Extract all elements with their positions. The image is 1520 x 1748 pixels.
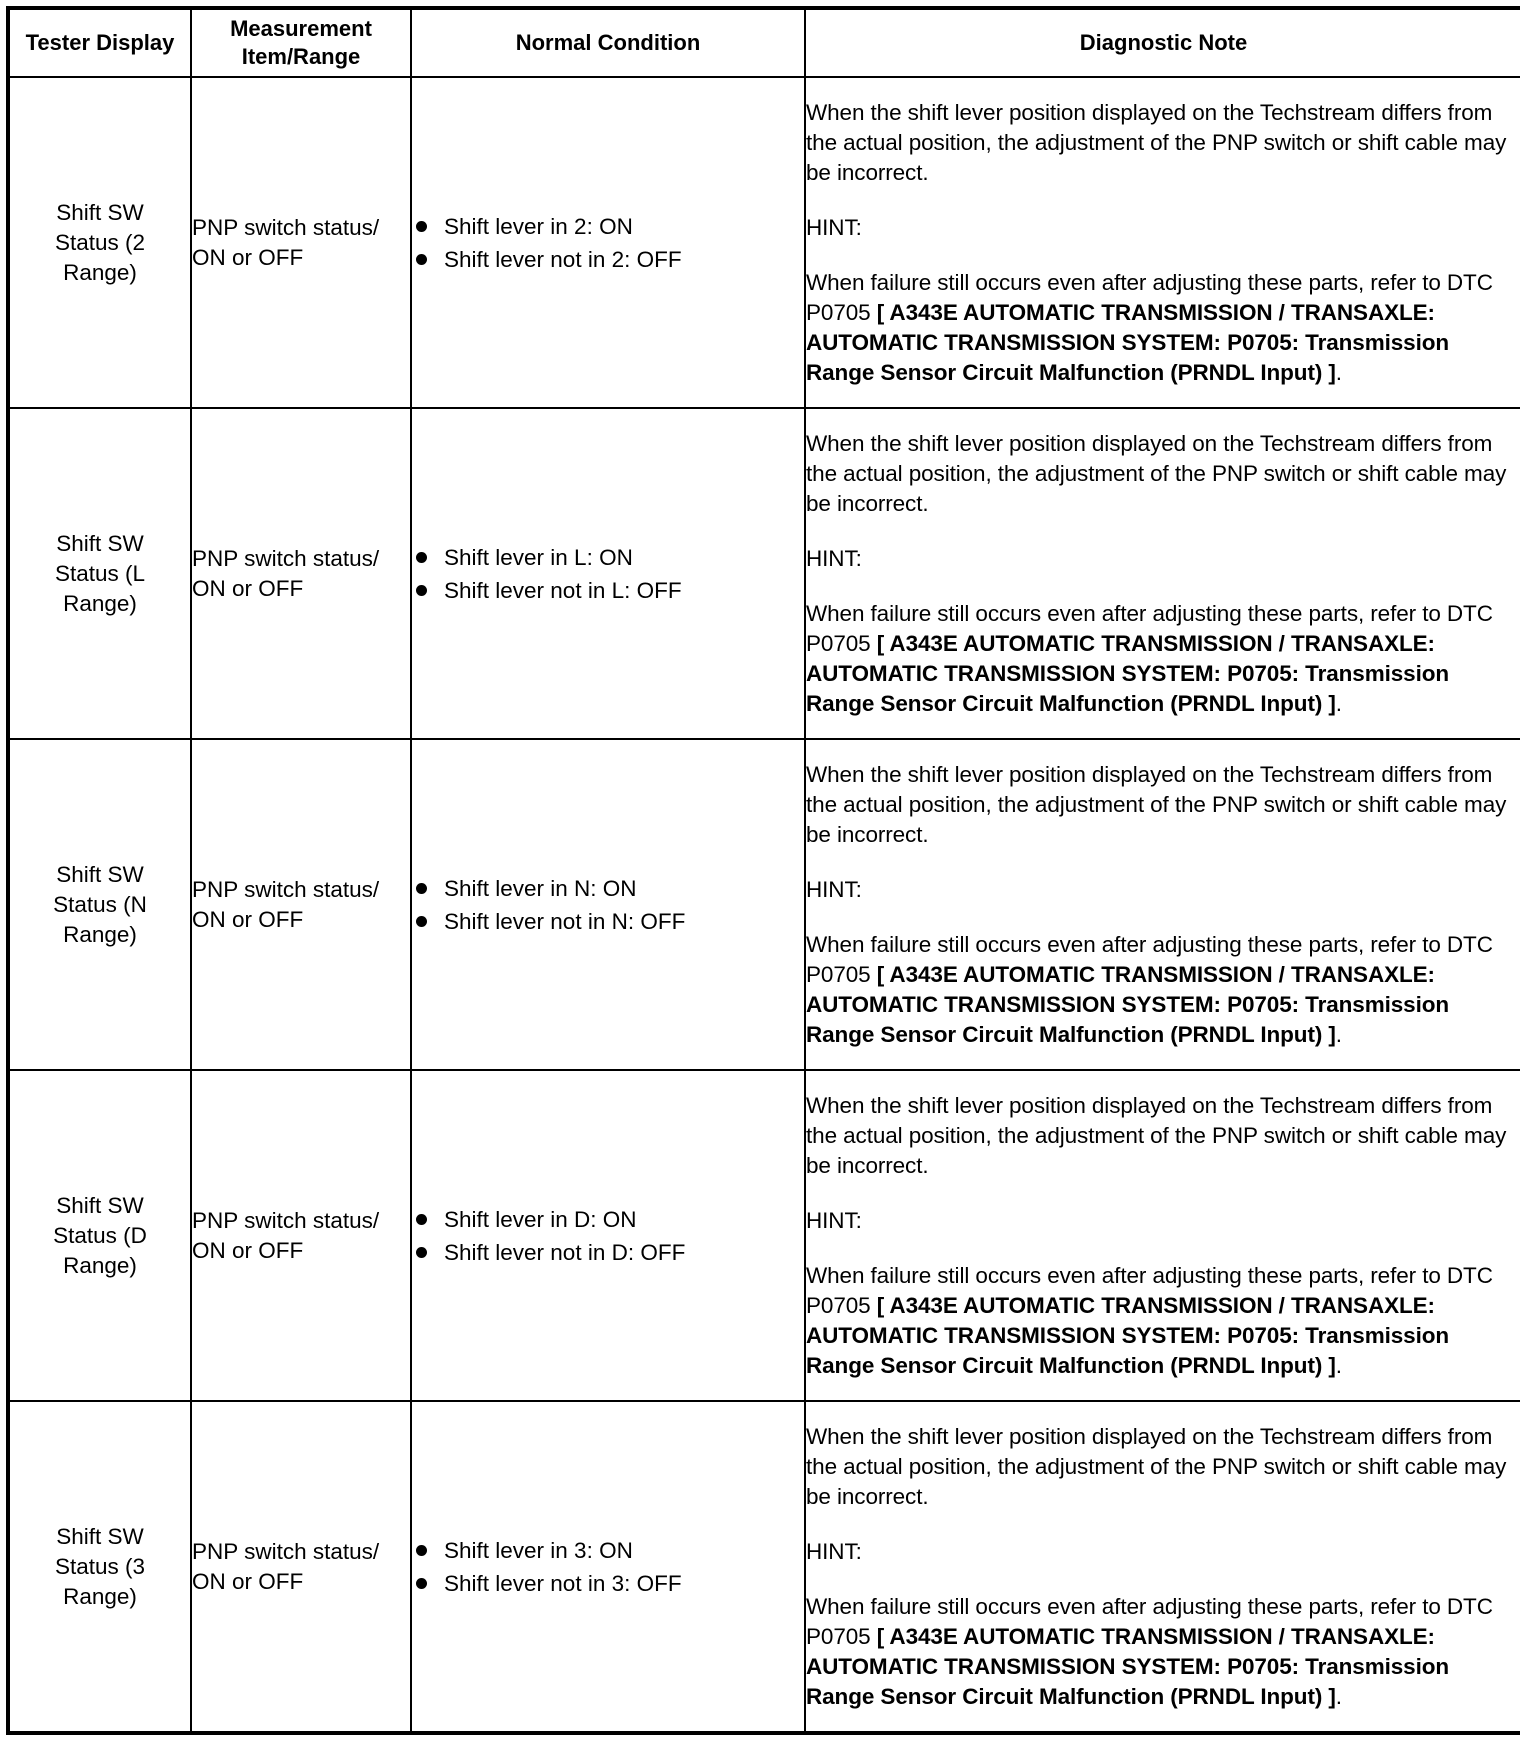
condition-item-off	[412, 1567, 804, 1600]
condition-off-text: Shift lever not in 2: OFF	[444, 246, 682, 272]
tester-display-text: Shift SW Status (3 Range)	[54, 1523, 146, 1609]
bullet-icon	[416, 254, 427, 265]
table-row	[8, 1070, 1520, 1401]
tester-display-cell	[8, 77, 191, 408]
tester-display-cell	[8, 408, 191, 739]
note-failure	[806, 1261, 1520, 1381]
measurement-cell	[191, 1070, 411, 1401]
measurement-text: PNP switch status/ ON or OFF	[192, 545, 380, 601]
note-reference-link[interactable]: [ A343E AUTOMATIC TRANSMISSION / TRANSAXLE: AUTOMATIC TRANSMISSION SYSTEM: P0705: Transmission Range Sensor Circuit Malfunction (PRNDL Input) ]	[806, 630, 1450, 716]
header-diagnostic-note: Diagnostic Note	[805, 8, 1520, 77]
normal-condition-cell	[411, 408, 805, 739]
condition-on-text: Shift lever in 2: ON	[444, 213, 633, 239]
table-row	[8, 1401, 1520, 1733]
note-suffix: .	[1335, 690, 1342, 716]
diagnostic-note-cell	[805, 1401, 1520, 1733]
note-suffix: .	[1335, 1021, 1342, 1047]
note-failure	[806, 268, 1520, 388]
bullet-icon	[416, 221, 427, 232]
diagnostic-note-cell	[805, 739, 1520, 1070]
header-tester-display: Tester Display	[8, 8, 191, 77]
condition-list	[412, 541, 804, 607]
tester-display-text: Shift SW Status (L Range)	[54, 530, 146, 616]
condition-off-text: Shift lever not in 3: OFF	[444, 1570, 682, 1596]
note-reference-link[interactable]: [ A343E AUTOMATIC TRANSMISSION / TRANSAXLE: AUTOMATIC TRANSMISSION SYSTEM: P0705: Transmission Range Sensor Circuit Malfunction (PRNDL Input) ]	[806, 1623, 1450, 1709]
measurement-cell	[191, 1401, 411, 1733]
note-hint: HINT:	[806, 876, 862, 902]
normal-condition-cell	[411, 77, 805, 408]
condition-off-text: Shift lever not in L: OFF	[444, 577, 682, 603]
note-failure	[806, 1592, 1520, 1712]
bullet-icon	[416, 1247, 427, 1258]
header-measurement-item-range	[191, 8, 411, 77]
note-reference-link[interactable]: [ A343E AUTOMATIC TRANSMISSION / TRANSAXLE: AUTOMATIC TRANSMISSION SYSTEM: P0705: Transmission Range Sensor Circuit Malfunction (PRNDL Input) ]	[806, 961, 1450, 1047]
condition-item-on	[412, 541, 804, 574]
measurement-text: PNP switch status/ ON or OFF	[192, 1538, 380, 1594]
condition-on-text: Shift lever in L: ON	[444, 544, 633, 570]
measurement-cell	[191, 77, 411, 408]
note-failure-prefix: When failure still occurs even after adjusting these parts, refer to DTC P0705	[806, 1262, 1493, 1318]
note-reference-link[interactable]: [ A343E AUTOMATIC TRANSMISSION / TRANSAXLE: AUTOMATIC TRANSMISSION SYSTEM: P0705: Transmission Range Sensor Circuit Malfunction (PRNDL Input) ]	[806, 299, 1450, 385]
condition-item-on	[412, 1534, 804, 1567]
note-failure	[806, 599, 1520, 719]
condition-off-text: Shift lever not in N: OFF	[444, 908, 686, 934]
condition-list	[412, 210, 804, 276]
measurement-text: PNP switch status/ ON or OFF	[192, 1207, 380, 1263]
condition-list	[412, 1203, 804, 1269]
measurement-text: PNP switch status/ ON or OFF	[192, 214, 380, 270]
condition-list	[412, 872, 804, 938]
table-header	[8, 8, 1520, 77]
tester-display-cell	[8, 1401, 191, 1733]
header-measurement-text: Measurement Item/Range	[230, 16, 372, 69]
tester-display-cell	[8, 1070, 191, 1401]
bullet-icon	[416, 552, 427, 563]
table-row	[8, 77, 1520, 408]
note-reference-link[interactable]: [ A343E AUTOMATIC TRANSMISSION / TRANSAXLE: AUTOMATIC TRANSMISSION SYSTEM: P0705: Transmission Range Sensor Circuit Malfunction (PRNDL Input) ]	[806, 1292, 1450, 1378]
note-failure	[806, 930, 1520, 1050]
condition-item-on	[412, 1203, 804, 1236]
header-normal-condition: Normal Condition	[411, 8, 805, 77]
diagnostic-note-cell	[805, 77, 1520, 408]
measurement-cell	[191, 408, 411, 739]
condition-list	[412, 1534, 804, 1600]
normal-condition-cell	[411, 739, 805, 1070]
bullet-icon	[416, 585, 427, 596]
tester-display-cell	[8, 739, 191, 1070]
condition-item-on	[412, 210, 804, 243]
note-intro: When the shift lever position displayed on the Techstream differs from the actual position, the adjustment of the PNP switch or shift cable may be incorrect.	[806, 99, 1507, 185]
tester-display-text: Shift SW Status (D Range)	[53, 1192, 147, 1278]
note-intro: When the shift lever position displayed on the Techstream differs from the actual position, the adjustment of the PNP switch or shift cable may be incorrect.	[806, 761, 1507, 847]
header-row	[8, 8, 1520, 77]
bullet-icon	[416, 883, 427, 894]
condition-on-text: Shift lever in N: ON	[444, 875, 637, 901]
note-failure-prefix: When failure still occurs even after adjusting these parts, refer to DTC P0705	[806, 931, 1493, 987]
note-failure-prefix: When failure still occurs even after adjusting these parts, refer to DTC P0705	[806, 1593, 1493, 1649]
note-failure-prefix: When failure still occurs even after adjusting these parts, refer to DTC P0705	[806, 269, 1493, 325]
note-hint: HINT:	[806, 214, 862, 240]
note-hint: HINT:	[806, 1538, 862, 1564]
condition-item-off	[412, 243, 804, 276]
measurement-text: PNP switch status/ ON or OFF	[192, 876, 380, 932]
condition-item-off	[412, 905, 804, 938]
note-suffix: .	[1335, 1683, 1342, 1709]
normal-condition-cell	[411, 1401, 805, 1733]
data-list-table	[6, 6, 1520, 1735]
condition-item-off	[412, 574, 804, 607]
note-suffix: .	[1335, 359, 1342, 385]
bullet-icon	[416, 1214, 427, 1225]
condition-on-text: Shift lever in D: ON	[444, 1206, 637, 1232]
bullet-icon	[416, 1578, 427, 1589]
table-row	[8, 408, 1520, 739]
condition-item-off	[412, 1236, 804, 1269]
diagnostic-note-cell	[805, 408, 1520, 739]
table-row	[8, 739, 1520, 1070]
condition-off-text: Shift lever not in D: OFF	[444, 1239, 686, 1265]
tester-display-text: Shift SW Status (2 Range)	[54, 199, 146, 285]
note-hint: HINT:	[806, 1207, 862, 1233]
document-sheet	[6, 6, 1520, 1735]
note-intro: When the shift lever position displayed on the Techstream differs from the actual position, the adjustment of the PNP switch or shift cable may be incorrect.	[806, 1092, 1507, 1178]
note-intro: When the shift lever position displayed on the Techstream differs from the actual position, the adjustment of the PNP switch or shift cable may be incorrect.	[806, 1423, 1507, 1509]
note-suffix: .	[1335, 1352, 1342, 1378]
condition-item-on	[412, 872, 804, 905]
condition-on-text: Shift lever in 3: ON	[444, 1537, 633, 1563]
normal-condition-cell	[411, 1070, 805, 1401]
note-hint: HINT:	[806, 545, 862, 571]
note-failure-prefix: When failure still occurs even after adjusting these parts, refer to DTC P0705	[806, 600, 1493, 656]
bullet-icon	[416, 916, 427, 927]
table-body	[8, 77, 1520, 1733]
bullet-icon	[416, 1545, 427, 1556]
note-intro: When the shift lever position displayed on the Techstream differs from the actual position, the adjustment of the PNP switch or shift cable may be incorrect.	[806, 430, 1507, 516]
measurement-cell	[191, 739, 411, 1070]
tester-display-text: Shift SW Status (N Range)	[53, 861, 147, 947]
diagnostic-note-cell	[805, 1070, 1520, 1401]
